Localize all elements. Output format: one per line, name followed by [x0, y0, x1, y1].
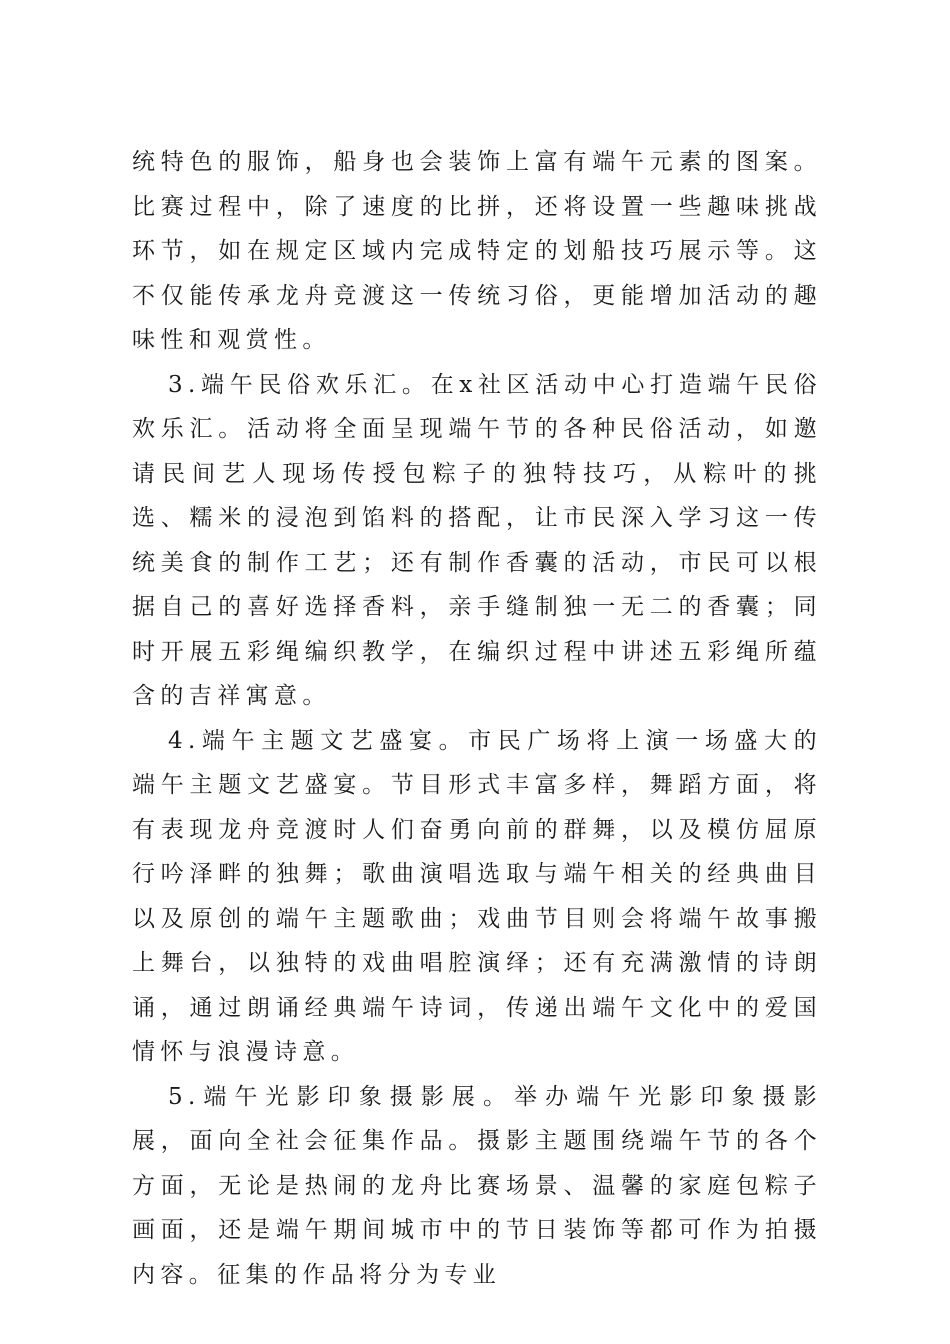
paragraph-item-4: 4.端午主题文艺盛宴。市民广场将上演一场盛大的端午主题文艺盛宴。节目形式丰富多样，舞蹈方面，将有表现龙舟竞渡时人们奋勇向前的群舞，以及模仿屈原行吟泽畔的独舞；歌曲演唱选取与端午相关的经典曲目以及原创的端午主题歌曲；戏曲节目则会将端午故事搬上舞台，以独特的戏曲唱腔演绎；还有充满激情的诗朗诵，通过朗诵经典端午诗词，传递出端午文化中的爱国情怀与浪漫诗意。 — [132, 727, 822, 1065]
paragraph-item-5: 5.端午光影印象摄影展。举办端午光影印象摄影展，面向全社会征集作品。摄影主题围绕端午节的各个方面，无论是热闹的龙舟比赛场景、温馨的家庭包粽子画面，还是端午期间城市中的节日装饰等都可作为拍摄内容。征集的作品将分为专业 — [132, 1083, 822, 1288]
paragraph-item-3: 3.端午民俗欢乐汇。在x社区活动中心打造端午民俗欢乐汇。活动将全面呈现端午节的各种民俗活动，如邀请民间艺人现场传授包粽子的独特技巧，从粽叶的挑选、糯米的浸泡到馅料的搭配，让市民深入学习这一传统美食的制作工艺；还有制作香囊的活动，市民可以根据自己的喜好选择香料，亲手缝制独一无二的香囊；同时开展五彩绳编织教学，在编织过程中讲述五彩绳所蕴含的吉祥寓意。 — [132, 371, 822, 709]
document-body — [132, 140, 822, 1297]
paragraph-continuation: 统特色的服饰，船身也会装饰上富有端午元素的图案。比赛过程中，除了速度的比拼，还将设置一些趣味挑战环节，如在规定区域内完成特定的划船技巧展示等。这不仅能传承龙舟竞渡这一传统习俗，更能增加活动的趣味性和观赏性。 — [132, 149, 822, 353]
